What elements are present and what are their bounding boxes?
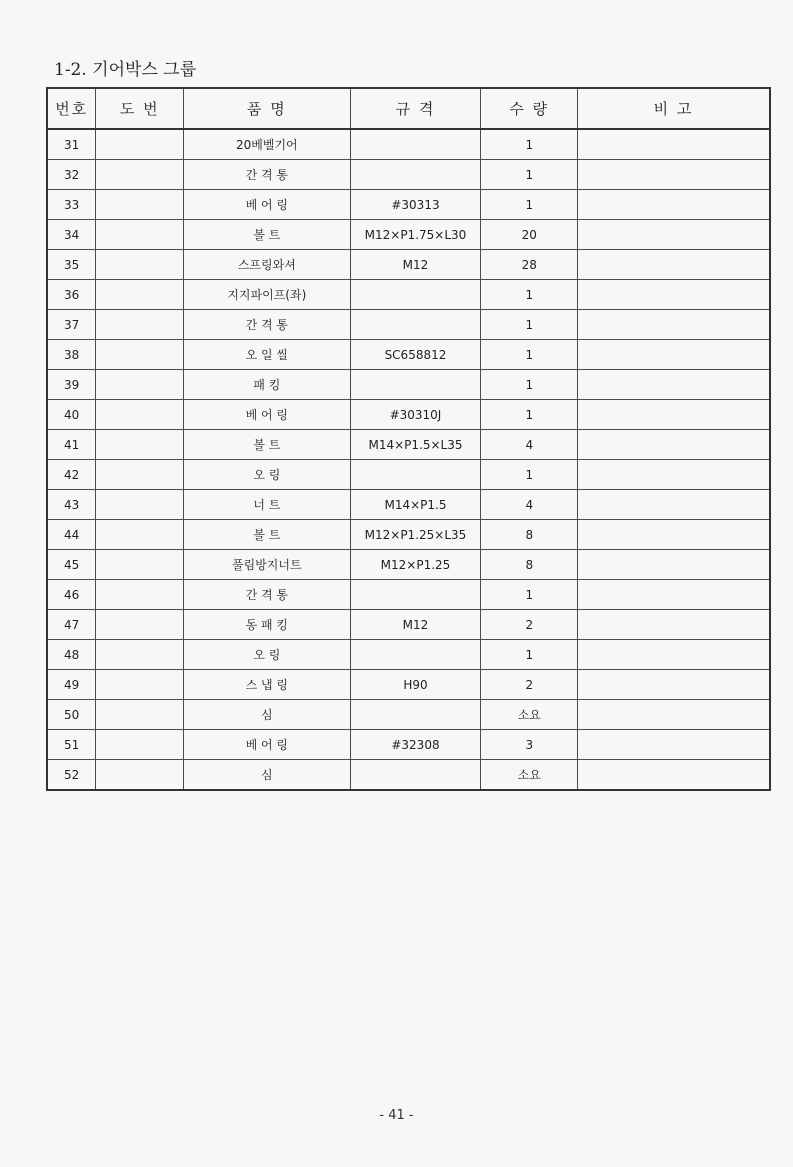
row-quantity: 1 <box>481 370 578 400</box>
row-spec <box>350 370 481 400</box>
table-row <box>47 220 770 250</box>
row-remarks <box>578 280 770 310</box>
row-number: 47 <box>47 610 96 640</box>
row-drawing-number <box>96 670 184 700</box>
row-drawing-number <box>96 280 184 310</box>
row-spec <box>350 700 481 730</box>
table-row <box>47 640 770 670</box>
table-header-row <box>47 88 770 129</box>
row-spec: M14×P1.5×L35 <box>350 430 481 460</box>
row-spec <box>350 460 481 490</box>
row-number: 45 <box>47 550 96 580</box>
row-number: 37 <box>47 310 96 340</box>
row-spec <box>350 160 481 190</box>
row-drawing-number <box>96 490 184 520</box>
row-spec: #30313 <box>350 190 481 220</box>
row-number: 32 <box>47 160 96 190</box>
row-part-name: 베 어 링 <box>184 190 350 220</box>
row-quantity: 8 <box>481 550 578 580</box>
row-spec <box>350 310 481 340</box>
row-drawing-number <box>96 190 184 220</box>
row-number: 40 <box>47 400 96 430</box>
table-row <box>47 580 770 610</box>
row-part-name: 심 <box>184 760 350 791</box>
header-remarks: 비 고 <box>578 88 770 129</box>
row-drawing-number <box>96 160 184 190</box>
row-part-name: 간 격 통 <box>184 310 350 340</box>
row-quantity: 8 <box>481 520 578 550</box>
row-remarks <box>578 640 770 670</box>
section-heading: 1-2. 기어박스 그룹 <box>54 60 197 80</box>
row-quantity: 1 <box>481 640 578 670</box>
row-spec: SC658812 <box>350 340 481 370</box>
row-remarks <box>578 220 770 250</box>
row-quantity: 소요 <box>481 760 578 791</box>
row-quantity: 1 <box>481 460 578 490</box>
table-row <box>47 400 770 430</box>
row-part-name: 볼 트 <box>184 520 350 550</box>
row-spec <box>350 129 481 160</box>
row-number: 50 <box>47 700 96 730</box>
row-part-name: 베 어 링 <box>184 730 350 760</box>
row-drawing-number <box>96 129 184 160</box>
table-row <box>47 370 770 400</box>
row-number: 31 <box>47 129 96 160</box>
row-part-name: 동 패 킹 <box>184 610 350 640</box>
row-part-name: 심 <box>184 700 350 730</box>
header-quantity: 수 량 <box>481 88 578 129</box>
row-part-name: 볼 트 <box>184 220 350 250</box>
row-quantity: 2 <box>481 670 578 700</box>
table-row <box>47 430 770 460</box>
row-drawing-number <box>96 430 184 460</box>
row-part-name: 볼 트 <box>184 430 350 460</box>
header-number: 번호 <box>47 88 96 129</box>
row-part-name: 너 트 <box>184 490 350 520</box>
row-drawing-number <box>96 520 184 550</box>
row-part-name: 스 냅 링 <box>184 670 350 700</box>
row-drawing-number <box>96 310 184 340</box>
row-part-name: 베 어 링 <box>184 400 350 430</box>
row-drawing-number <box>96 370 184 400</box>
table-row <box>47 550 770 580</box>
row-spec: M12×P1.25 <box>350 550 481 580</box>
row-drawing-number <box>96 700 184 730</box>
page-number: - 41 - <box>379 1108 414 1123</box>
row-quantity: 2 <box>481 610 578 640</box>
table-row <box>47 520 770 550</box>
row-drawing-number <box>96 580 184 610</box>
table-row <box>47 700 770 730</box>
row-quantity: 1 <box>481 129 578 160</box>
row-number: 41 <box>47 430 96 460</box>
row-quantity: 1 <box>481 280 578 310</box>
row-spec <box>350 640 481 670</box>
row-remarks <box>578 580 770 610</box>
row-remarks <box>578 460 770 490</box>
table-row <box>47 490 770 520</box>
row-quantity: 1 <box>481 310 578 340</box>
row-part-name: 오 일 씰 <box>184 340 350 370</box>
header-drawing-number: 도 번 <box>96 88 184 129</box>
row-remarks <box>578 129 770 160</box>
row-remarks <box>578 760 770 791</box>
row-part-name: 오 링 <box>184 640 350 670</box>
table-row <box>47 250 770 280</box>
row-remarks <box>578 370 770 400</box>
row-number: 35 <box>47 250 96 280</box>
row-number: 43 <box>47 490 96 520</box>
row-part-name: 스프링와셔 <box>184 250 350 280</box>
row-drawing-number <box>96 640 184 670</box>
row-remarks <box>578 520 770 550</box>
row-quantity: 4 <box>481 490 578 520</box>
row-drawing-number <box>96 760 184 791</box>
row-remarks <box>578 610 770 640</box>
row-remarks <box>578 190 770 220</box>
row-spec: M12×P1.25×L35 <box>350 520 481 550</box>
row-drawing-number <box>96 400 184 430</box>
row-drawing-number <box>96 550 184 580</box>
row-part-name: 오 링 <box>184 460 350 490</box>
row-remarks <box>578 730 770 760</box>
row-number: 36 <box>47 280 96 310</box>
row-spec: H90 <box>350 670 481 700</box>
row-number: 33 <box>47 190 96 220</box>
row-drawing-number <box>96 250 184 280</box>
row-remarks <box>578 700 770 730</box>
row-quantity: 1 <box>481 190 578 220</box>
row-spec: #32308 <box>350 730 481 760</box>
row-part-name: 풀림방지너트 <box>184 550 350 580</box>
row-part-name: 패 킹 <box>184 370 350 400</box>
row-number: 49 <box>47 670 96 700</box>
table-row <box>47 670 770 700</box>
row-number: 51 <box>47 730 96 760</box>
header-spec: 규 격 <box>350 88 481 129</box>
row-part-name: 지지파이프(좌) <box>184 280 350 310</box>
row-remarks <box>578 490 770 520</box>
row-number: 42 <box>47 460 96 490</box>
row-remarks <box>578 430 770 460</box>
table-row <box>47 190 770 220</box>
row-quantity: 1 <box>481 340 578 370</box>
row-number: 39 <box>47 370 96 400</box>
table-row <box>47 160 770 190</box>
row-remarks <box>578 310 770 340</box>
header-part-name: 품 명 <box>184 88 350 129</box>
row-spec: M12 <box>350 250 481 280</box>
row-spec: M12 <box>350 610 481 640</box>
row-drawing-number <box>96 220 184 250</box>
row-remarks <box>578 670 770 700</box>
row-number: 48 <box>47 640 96 670</box>
row-part-name: 간 격 통 <box>184 160 350 190</box>
row-quantity: 소요 <box>481 700 578 730</box>
row-number: 46 <box>47 580 96 610</box>
row-drawing-number <box>96 730 184 760</box>
row-spec: M12×P1.75×L30 <box>350 220 481 250</box>
row-spec <box>350 580 481 610</box>
row-drawing-number <box>96 460 184 490</box>
row-spec: #30310J <box>350 400 481 430</box>
row-quantity: 1 <box>481 160 578 190</box>
table-row <box>47 129 770 160</box>
row-quantity: 4 <box>481 430 578 460</box>
row-number: 38 <box>47 340 96 370</box>
row-drawing-number <box>96 340 184 370</box>
row-number: 34 <box>47 220 96 250</box>
row-spec <box>350 280 481 310</box>
row-number: 44 <box>47 520 96 550</box>
table-row <box>47 280 770 310</box>
row-quantity: 28 <box>481 250 578 280</box>
row-quantity: 1 <box>481 400 578 430</box>
row-remarks <box>578 340 770 370</box>
row-spec: M14×P1.5 <box>350 490 481 520</box>
table-row <box>47 340 770 370</box>
row-spec <box>350 760 481 791</box>
row-quantity: 20 <box>481 220 578 250</box>
row-drawing-number <box>96 610 184 640</box>
row-remarks <box>578 160 770 190</box>
table-row <box>47 610 770 640</box>
row-part-name: 20베벨기어 <box>184 129 350 160</box>
row-remarks <box>578 250 770 280</box>
row-remarks <box>578 400 770 430</box>
table-row <box>47 310 770 340</box>
table-row <box>47 730 770 760</box>
parts-table <box>46 87 771 791</box>
row-number: 52 <box>47 760 96 791</box>
table-row <box>47 760 770 791</box>
row-quantity: 3 <box>481 730 578 760</box>
row-quantity: 1 <box>481 580 578 610</box>
row-remarks <box>578 550 770 580</box>
row-part-name: 간 격 통 <box>184 580 350 610</box>
table-row <box>47 460 770 490</box>
